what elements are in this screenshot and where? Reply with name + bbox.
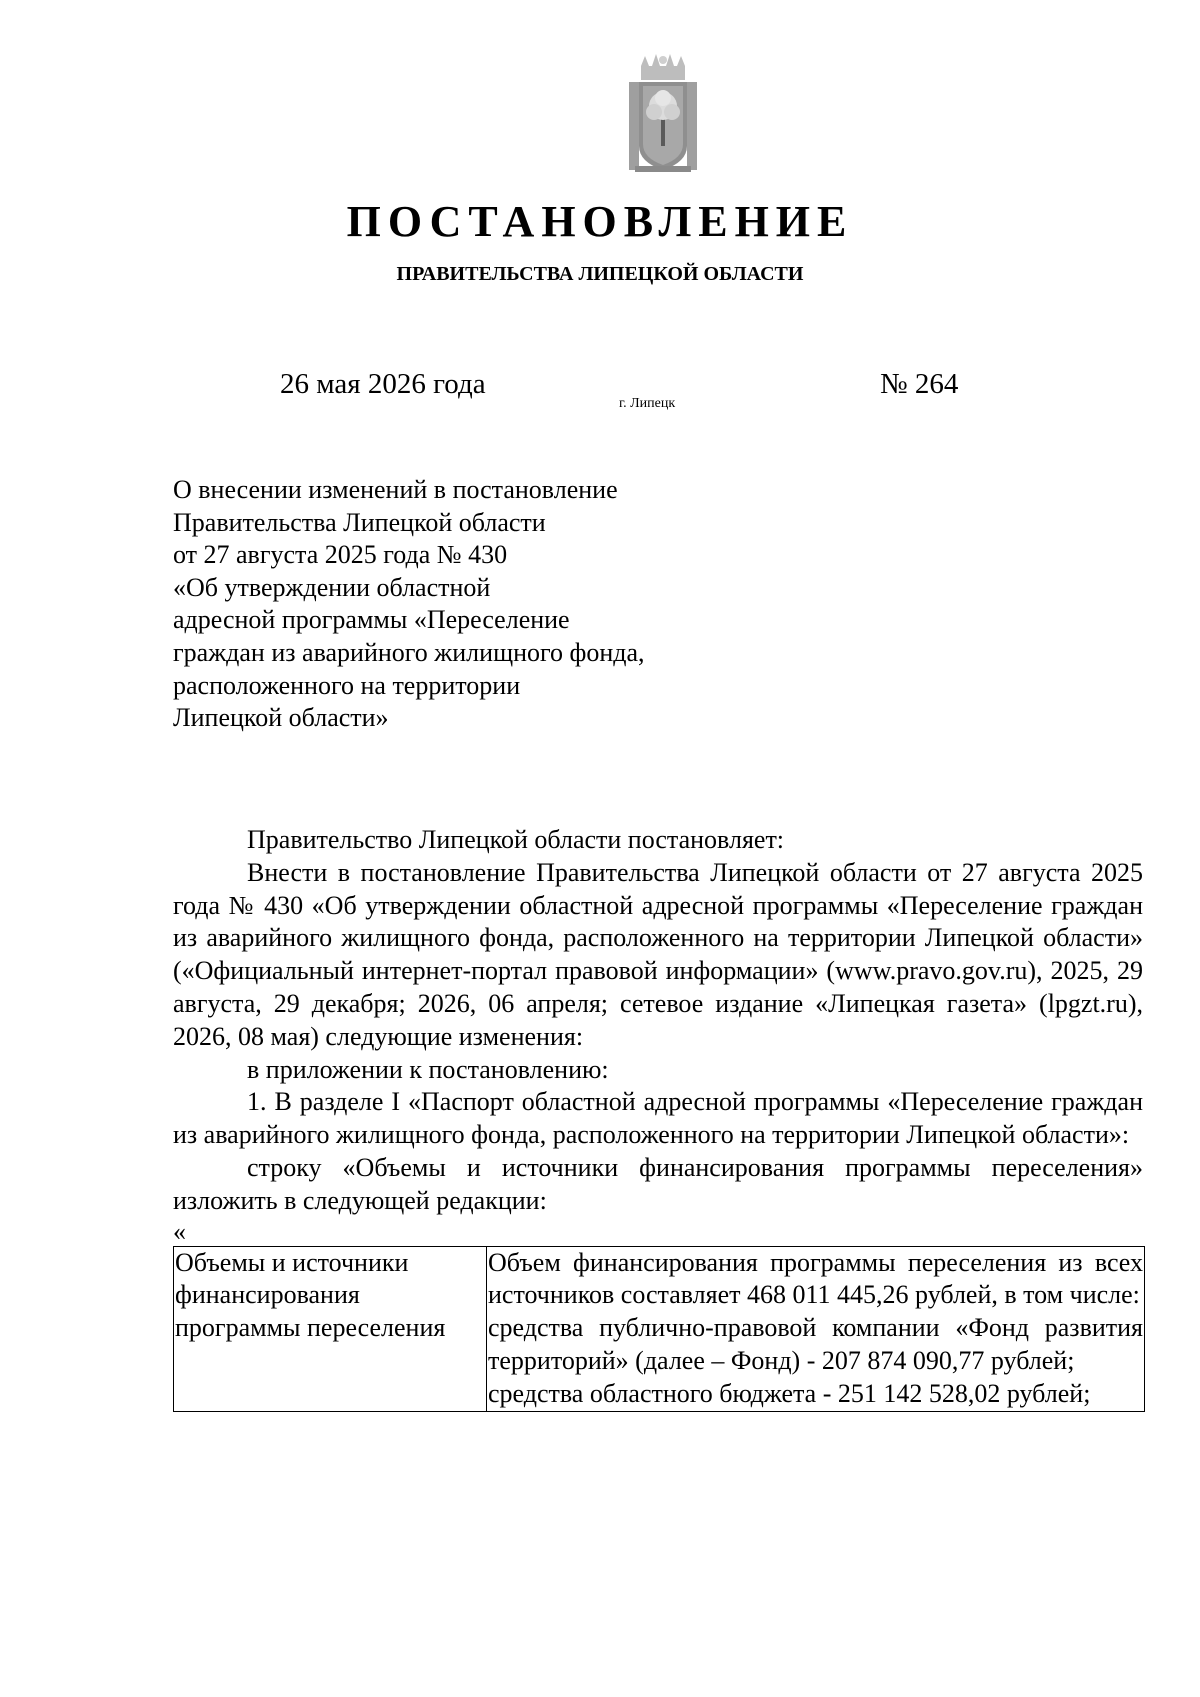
body-paragraph-amendment: Внести в постановление Правительства Липецкой области от 27 августа 2025 года № 430 «Об утверждении областной адресной программы «Переселение граждан из аварийного жилищного фонда, расположенного на территории Липецкой области» («Официальный интернет-портал правовой информации» (www.pravo.gov.ru), 2025, 29 августа, 29 декабря; 2026, 06 апреля; сетевое издание «Липецкая газета» (lpgzt.ru), 2026, 08 мая) следующие изменения: [173, 857, 1143, 1051]
subject-line: от 27 августа 2025 года № 430 [173, 540, 508, 570]
document-type-title: ПОСТАНОВЛЕНИЕ [346, 197, 854, 246]
subject-line: Правительства Липецкой области [173, 507, 546, 537]
issuing-authority: ПРАВИТЕЛЬСТВА ЛИПЕЦКОЙ ОБЛАСТИ [396, 263, 804, 285]
table-row [174, 1246, 1145, 1411]
subject-line: О внесении изменений в постановление [173, 475, 618, 504]
crown-icon [641, 54, 685, 80]
body-paragraph-annex: в приложении к постановлению: [247, 1054, 609, 1084]
document-city: г. Липецк [619, 396, 676, 411]
table-cell-line: средства публично-правовой компании «Фонд развития территорий» (далее – Фонд) - 207 874 090,77 рублей; [488, 1313, 1143, 1375]
table-cell-label: Объемы и источники финансирования программы переселения [174, 1246, 487, 1411]
table-cell-value [487, 1246, 1145, 1411]
table-cell-line: средства областного бюджета - 251 142 528,02 рублей; [488, 1378, 1091, 1408]
document-number: № 264 [880, 368, 959, 400]
subject-line: «Об утверждении областной [173, 572, 491, 602]
quote-open-mark: « [173, 1216, 186, 1246]
table-cell-line: Объем финансирования программы переселения из всех источников составляет 468 011 445,26 рублей, в том числе: [488, 1247, 1143, 1310]
document-body [173, 824, 1143, 1412]
document-date: 26 мая 2026 года [280, 368, 486, 400]
subject-line: расположенного на территории [173, 670, 521, 700]
subject-line: адресной программы «Переселение [173, 605, 570, 635]
subject-line: граждан из аварийного жилищного фонда, [173, 637, 645, 667]
body-paragraph-section: 1. В разделе I «Паспорт областной адресной программы «Переселение граждан из аварийного жилищного фонда, расположенного на территории Липецкой области»: [173, 1087, 1143, 1150]
document-subject [173, 474, 733, 735]
coat-of-arms-icon [627, 54, 699, 174]
financing-table [173, 1246, 1145, 1412]
subject-line: Липецкой области» [173, 703, 389, 733]
body-paragraph-preamble: Правительство Липецкой области постановляет: [247, 825, 785, 854]
body-paragraph-row: строку «Объемы и источники финансирования программы переселения» изложить в следующей редакции: [173, 1152, 1143, 1215]
